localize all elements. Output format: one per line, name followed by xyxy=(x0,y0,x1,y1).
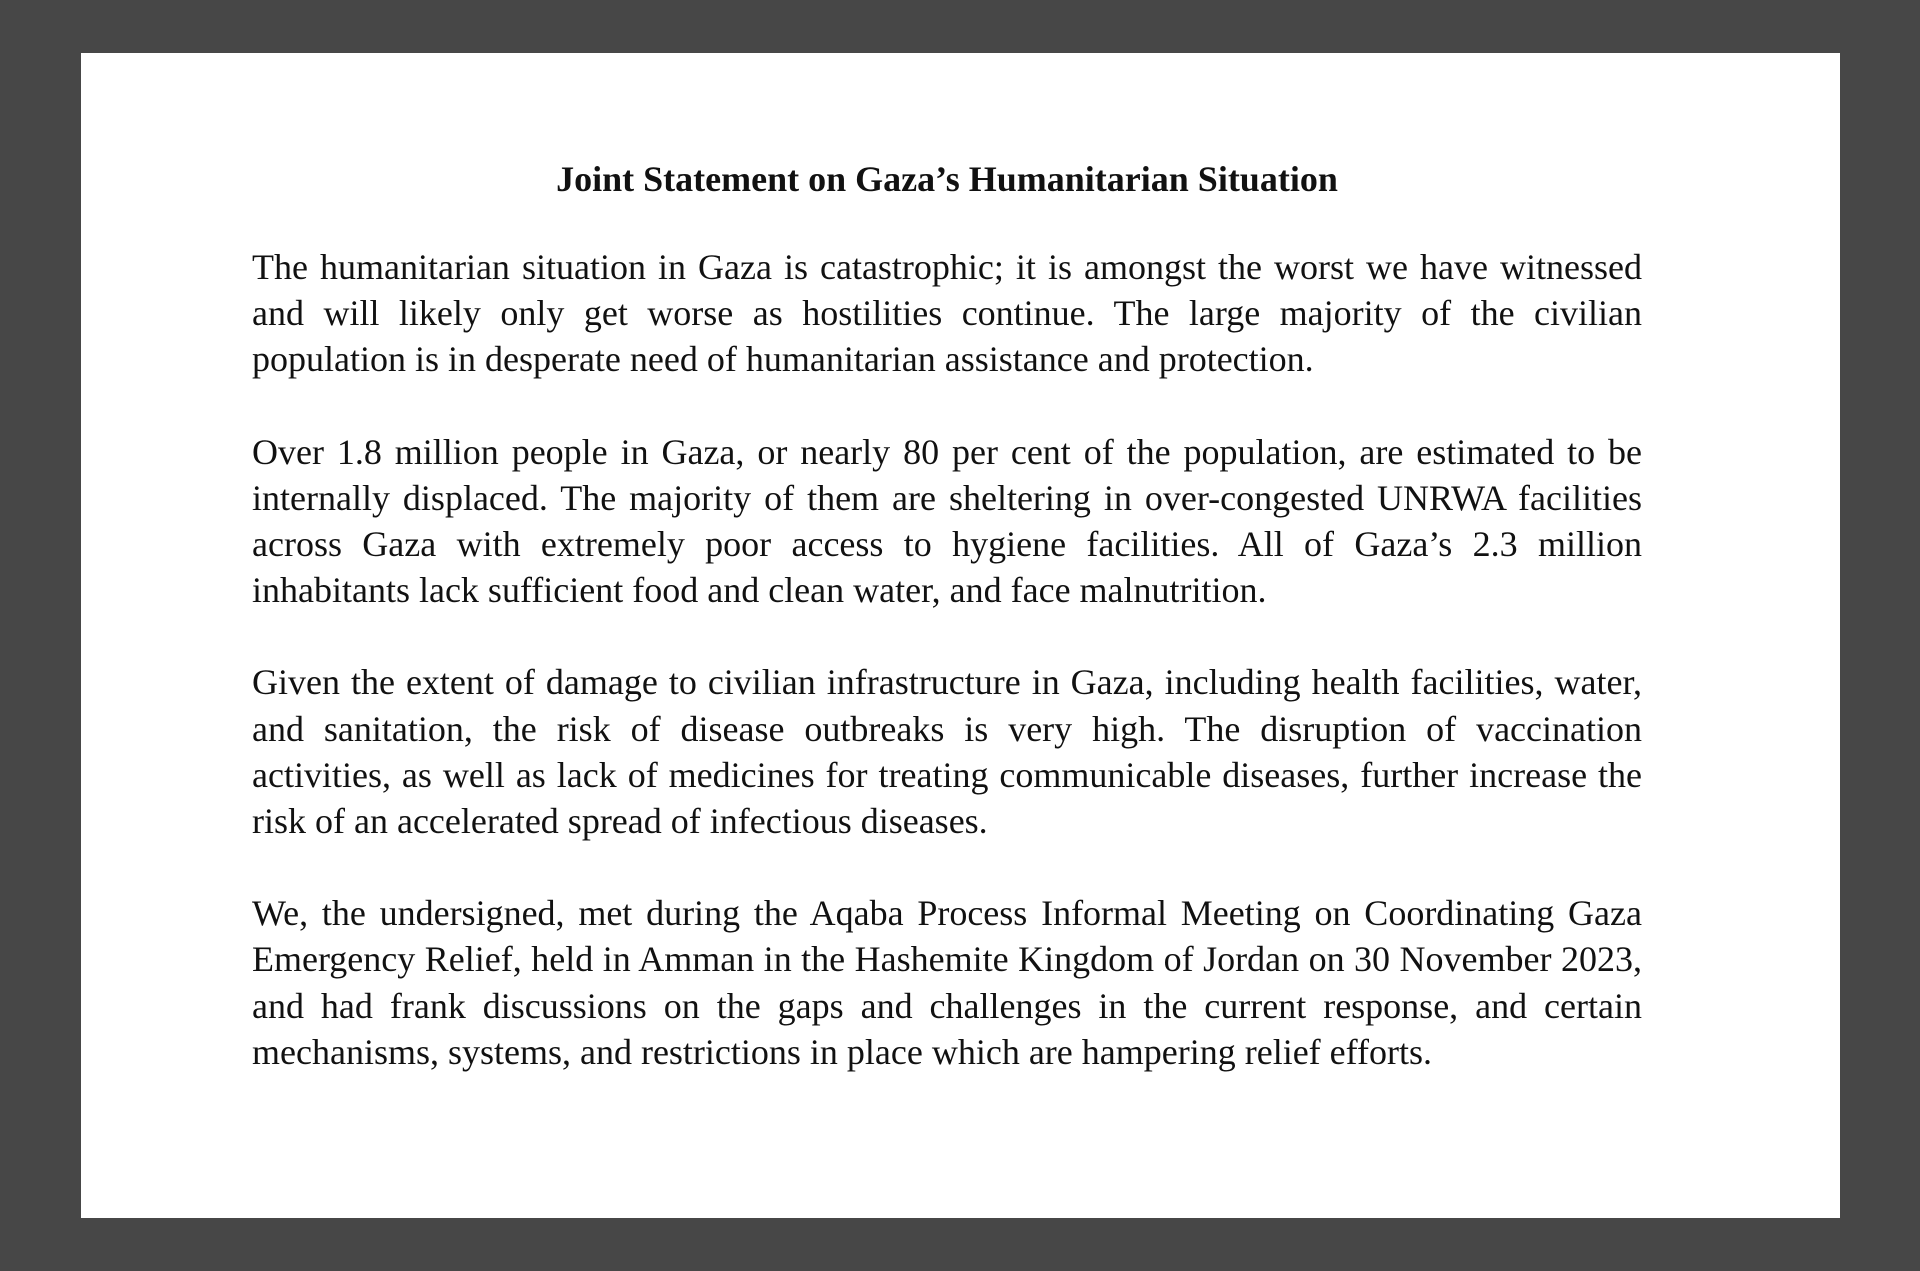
document-title: Joint Statement on Gaza’s Humanitarian Situation xyxy=(556,159,1338,199)
paragraph-humanitarian-situation: The humanitarian situation in Gaza is catastrophic; it is amongst the worst we have witnessed and will likely only get worse as hostilities continue. The large majority of the civilian population is in desperate need of humanitarian assistance and protection. xyxy=(252,247,1642,380)
paragraph-disease-risk: Given the extent of damage to civilian infrastructure in Gaza, including health facilities, water, and sanitation, the risk of disease outbreaks is very high. The disruption of vaccination activities, as well as lack of medicines for treating communicable diseases, further increase the risk of an accelerated spread of infectious diseases. xyxy=(252,662,1642,842)
paragraph-displacement: Over 1.8 million people in Gaza, or nearly 80 per cent of the population, are estimated to be internally displaced. The majority of them are sheltering in over-congested UNRWA facilities across Gaza with extremely poor access to hygiene facilities. All of Gaza’s 2.3 million inhabitants lack sufficient food and clean water, and face malnutrition. xyxy=(252,431,1642,611)
paragraph-aqaba-meeting: We, the undersigned, met during the Aqaba Process Informal Meeting on Coordinating Gaza Emergency Relief, held in Amman in the Hashemite Kingdom of Jordan on 30 November 2023, and had frank discussions on the gaps and challenges in the current response, and certain mechanisms, systems, and restrictions in place which are hampering relief efforts. xyxy=(252,893,1642,1072)
document-page xyxy=(81,53,1840,1218)
document-body xyxy=(252,156,1642,1121)
